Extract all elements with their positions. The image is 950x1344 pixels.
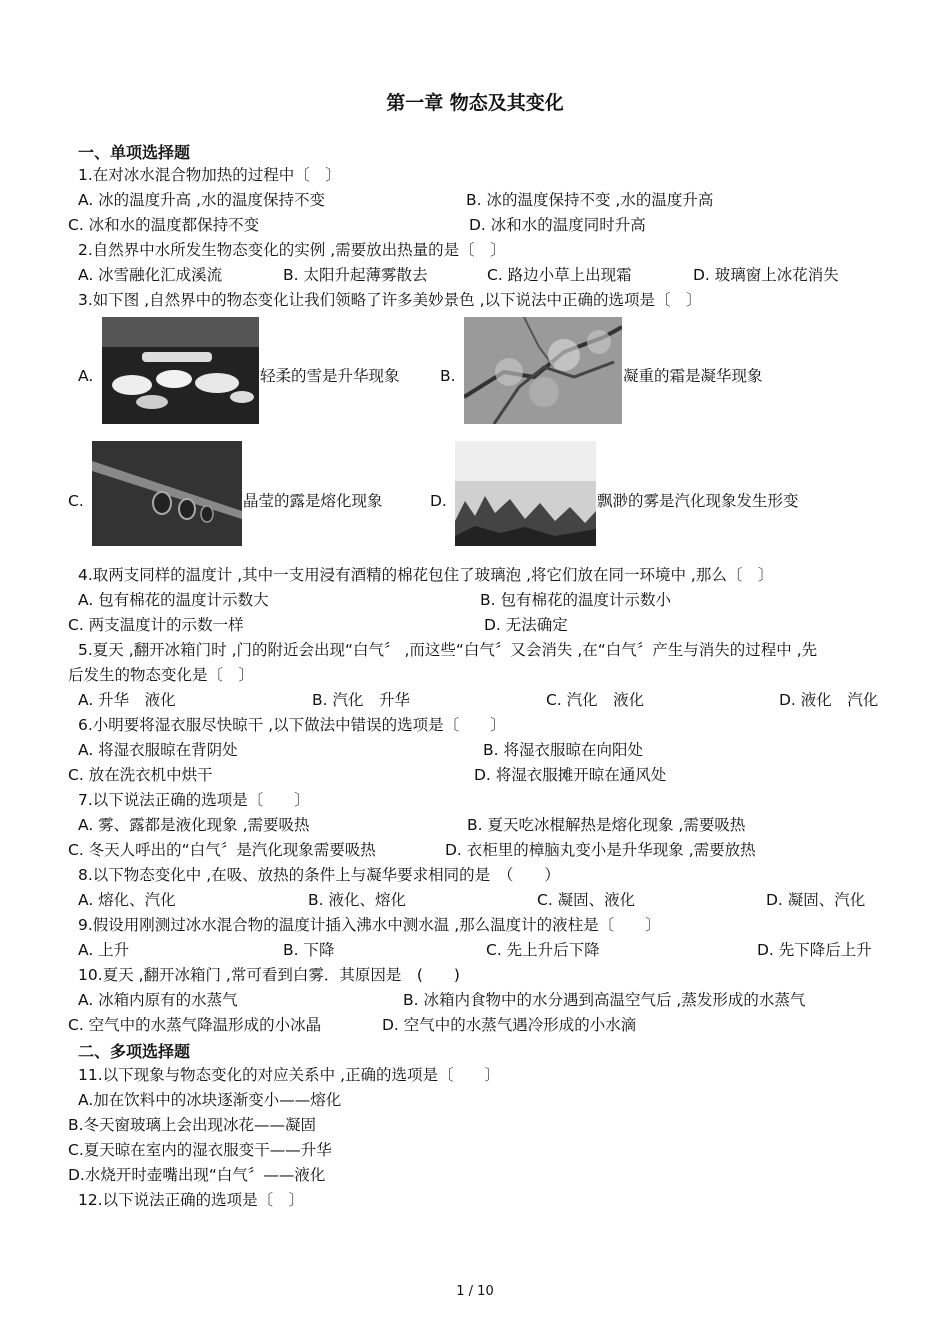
q9-option-d: D. 先下降后上升 [757, 941, 872, 959]
q2-stem: 2.自然界中水所发生物态变化的实例 ,需要放出热量的是〔 〕 [78, 241, 506, 259]
q3-option-d: 飘渺的雾是汽化现象发生形变 [597, 492, 799, 510]
q7-option-b: B. 夏天吃冰棍解热是熔化现象 ,需要吸热 [467, 816, 746, 834]
page-number: 1 / 10 [456, 1284, 494, 1299]
dew-photo [92, 441, 242, 546]
q9-option-a: A. 上升 [78, 941, 130, 959]
q4-option-d: D. 无法确定 [484, 616, 568, 634]
snow-photo [102, 317, 259, 424]
q10-option-d: D. 空气中的水蒸气遇冷形成的小水滴 [382, 1016, 637, 1034]
q4-stem: 4.取两支同样的温度计 ,其中一支用浸有酒精的棉花包住了玻璃泡 ,将它们放在同一环境中 ,那么〔 〕 [78, 566, 774, 584]
q5-option-d: D. 液化 汽化 [779, 691, 879, 709]
q9-option-c: C. 先上升后下降 [486, 941, 600, 959]
q8-stem: 8.以下物态变化中 ,在吸、放热的条件上与凝华要求相同的是 （ ） [78, 866, 560, 884]
q11-option-c: C.夏天晾在室内的湿衣服变干——升华 [68, 1141, 332, 1159]
q11-stem: 11.以下现象与物态变化的对应关系中 ,正确的选项是〔 〕 [78, 1066, 501, 1084]
snow-photo-drawing [102, 317, 259, 424]
q5-option-c: C. 汽化 液化 [546, 691, 645, 709]
section-heading-single: 一、单项选择题 [78, 143, 191, 162]
frost-photo-drawing [464, 317, 622, 424]
q6-stem: 6.小明要将湿衣服尽快晾干 ,以下做法中错误的选项是〔 〕 [78, 716, 506, 734]
q8-option-b: B. 液化、熔化 [308, 891, 406, 909]
q2-option-d: D. 玻璃窗上冰花消失 [693, 266, 839, 284]
q5-option-a: A. 升华 液化 [78, 691, 176, 709]
fog-photo-drawing [455, 441, 596, 546]
q3-option-a-label: A. [78, 367, 94, 385]
q1-option-c: C. 冰和水的温度都保持不变 [68, 216, 260, 234]
q10-option-c: C. 空气中的水蒸气降温形成的小冰晶 [68, 1016, 322, 1034]
q1-option-b: B. 冰的温度保持不变 ,水的温度升高 [466, 191, 714, 209]
q12-stem: 12.以下说法正确的选项是〔 〕 [78, 1191, 305, 1209]
frost-photo [464, 317, 622, 424]
q11-option-b: B.冬天窗玻璃上会出现冰花——凝固 [68, 1116, 317, 1134]
q8-option-a: A. 熔化、汽化 [78, 891, 176, 909]
q2-option-c: C. 路边小草上出现霜 [487, 266, 632, 284]
q6-option-a: A. 将湿衣服晾在背阴处 [78, 741, 238, 759]
q2-option-b: B. 太阳升起薄雾散去 [283, 266, 428, 284]
dew-photo-drawing [92, 441, 242, 546]
q9-option-b: B. 下降 [283, 941, 335, 959]
q6-option-c: C. 放在洗衣机中烘干 [68, 766, 213, 784]
q5-stem-line1: 5.夏天 ,翻开冰箱门时 ,门的附近会出现“白气〞 ,而这些“白气〞又会消失 ,在“白气〞产生与消失的过程中 ,先 [78, 641, 818, 659]
q9-stem: 9.假设用刚测过冰水混合物的温度计插入沸水中测水温 ,那么温度计的液柱是〔 〕 [78, 916, 661, 934]
q8-option-d: D. 凝固、汽化 [766, 891, 866, 909]
q3-option-c: 晶莹的露是熔化现象 [243, 492, 383, 510]
q3-stem: 3.如下图 ,自然界中的物态变化让我们领略了许多美妙景色 ,以下说法中正确的选项是〔 〕 [78, 291, 702, 309]
q7-option-d: D. 衣柜里的樟脑丸变小是升华现象 ,需要放热 [445, 841, 756, 859]
q4-option-c: C. 两支温度计的示数一样 [68, 616, 244, 634]
q7-option-c: C. 冬天人呼出的“白气〞是汽化现象需要吸热 [68, 841, 376, 859]
q8-option-c: C. 凝固、液化 [537, 891, 636, 909]
q3-option-b: 凝重的霜是凝华现象 [623, 367, 763, 385]
q1-option-a: A. 冰的温度升高 ,水的温度保持不变 [78, 191, 326, 209]
q4-option-a: A. 包有棉花的温度计示数大 [78, 591, 269, 609]
q11-option-d: D.水烧开时壶嘴出现“白气〞——液化 [68, 1166, 326, 1184]
q3-option-d-label: D. [430, 492, 447, 510]
q6-option-d: D. 将湿衣服摊开晾在通风处 [474, 766, 667, 784]
q11-option-a: A.加在饮料中的冰块逐渐变小——熔化 [78, 1091, 342, 1109]
q3-option-b-label: B. [440, 367, 456, 385]
q7-stem: 7.以下说法正确的选项是〔 〕 [78, 791, 310, 809]
q10-option-a: A. 冰箱内原有的水蒸气 [78, 991, 238, 1009]
q5-option-b: B. 汽化 升华 [312, 691, 410, 709]
q1-option-d: D. 冰和水的温度同时升高 [469, 216, 646, 234]
q3-option-c-label: C. [68, 492, 84, 510]
q1-stem: 1.在对冰水混合物加热的过程中〔 〕 [78, 166, 341, 184]
q5-stem-line2: 后发生的物态变化是〔 〕 [68, 666, 255, 684]
q3-option-a: 轻柔的雪是升华现象 [260, 367, 400, 385]
section-heading-multiple: 二、多项选择题 [78, 1042, 191, 1061]
q6-option-b: B. 将湿衣服晾在向阳处 [483, 741, 643, 759]
q4-option-b: B. 包有棉花的温度计示数小 [480, 591, 671, 609]
q7-option-a: A. 雾、露都是液化现象 ,需要吸热 [78, 816, 310, 834]
q10-option-b: B. 冰箱内食物中的水分遇到高温空气后 ,蒸发形成的水蒸气 [403, 991, 806, 1009]
page-title: 第一章 物态及其变化 [386, 92, 564, 114]
q10-stem: 10.夏天 ,翻开冰箱门 ,常可看到白雾．其原因是 ( ) [78, 966, 460, 984]
fog-photo [455, 441, 596, 546]
q2-option-a: A. 冰雪融化汇成溪流 [78, 266, 223, 284]
